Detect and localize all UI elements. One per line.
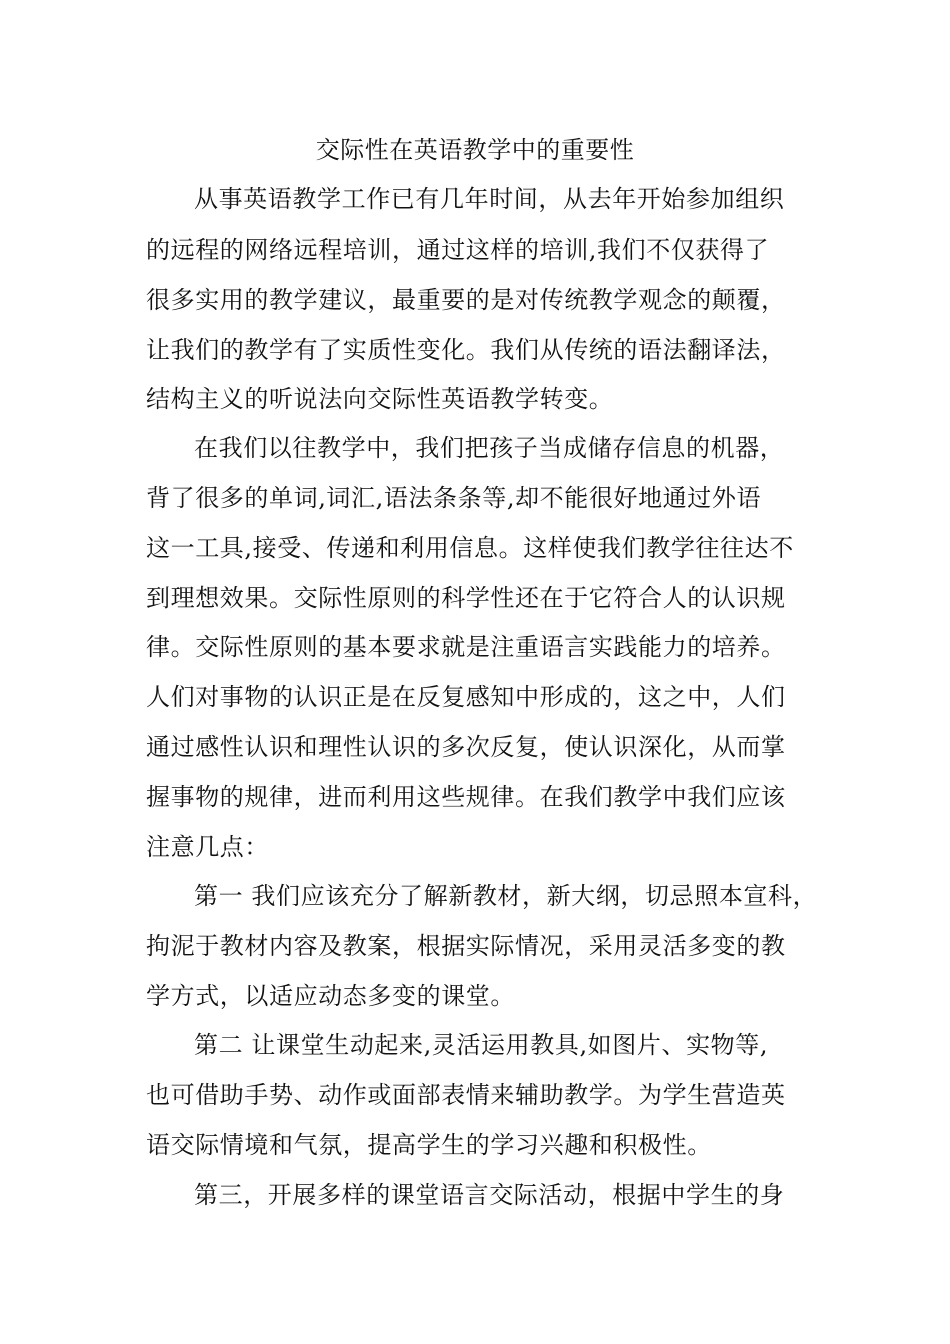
paragraph-2-line-3: 这一工具,接受、传递和利用信息。这样使我们教学往往达不 <box>146 534 794 562</box>
paragraph-2-line-2: 背了很多的单词,词汇,语法条条等,却不能很好地通过外语 <box>146 484 762 512</box>
paragraph-3-line-2: 拘泥于教材内容及教案，根据实际情况，采用灵活多变的教 <box>146 932 786 960</box>
paragraph-2-line-6: 人们对事物的认识正是在反复感知中形成的，这之中，人们 <box>146 683 786 711</box>
paragraph-3-line-3: 学方式，以适应动态多变的课堂。 <box>146 982 515 1010</box>
paragraph-1-line-1: 从事英语教学工作已有几年时间，从去年开始参加组织 <box>194 185 785 213</box>
document-title: 交际性在英语教学中的重要性 <box>315 136 635 164</box>
paragraph-1-line-3: 很多实用的教学建议，最重要的是对传统教学观念的颠覆， <box>146 286 786 314</box>
paragraph-2-line-8: 握事物的规律，进而利用这些规律。在我们教学中我们应该 <box>146 783 786 811</box>
paragraph-4-line-3: 语交际情境和气氛，提高学生的学习兴趣和积极性。 <box>146 1131 712 1159</box>
paragraph-2-line-5: 律。交际性原则的基本要求就是注重语言实践能力的培养。 <box>146 633 786 661</box>
paragraph-2-line-4: 到理想效果。交际性原则的科学性还在于它符合人的认识规 <box>146 584 786 612</box>
paragraph-1-line-2: 的远程的网络远程培训，通过这样的培训,我们不仅获得了 <box>146 236 770 264</box>
paragraph-1-line-4: 让我们的教学有了实质性变化。我们从传统的语法翻译法， <box>146 336 786 364</box>
paragraph-2-line-9: 注意几点： <box>146 833 269 861</box>
paragraph-4-line-1: 第二 让课堂生动起来,灵活运用教具,如图片、实物等, <box>194 1031 769 1059</box>
paragraph-1-line-5: 结构主义的听说法向交际性英语教学转变。 <box>146 385 614 413</box>
paragraph-5-line-1: 第三，开展多样的课堂语言交际活动，根据中学生的身 <box>194 1181 785 1209</box>
paragraph-2-line-1: 在我们以往教学中，我们把孩子当成储存信息的机器， <box>194 434 785 462</box>
paragraph-3-line-1: 第一 我们应该充分了解新教材，新大纲，切忌照本宣科， <box>194 882 818 910</box>
paragraph-4-line-2: 也可借助手势、动作或面部表情来辅助教学。为学生营造英 <box>146 1081 786 1109</box>
paragraph-2-line-7: 通过感性认识和理性认识的多次反复，使认识深化，从而掌 <box>146 733 786 761</box>
